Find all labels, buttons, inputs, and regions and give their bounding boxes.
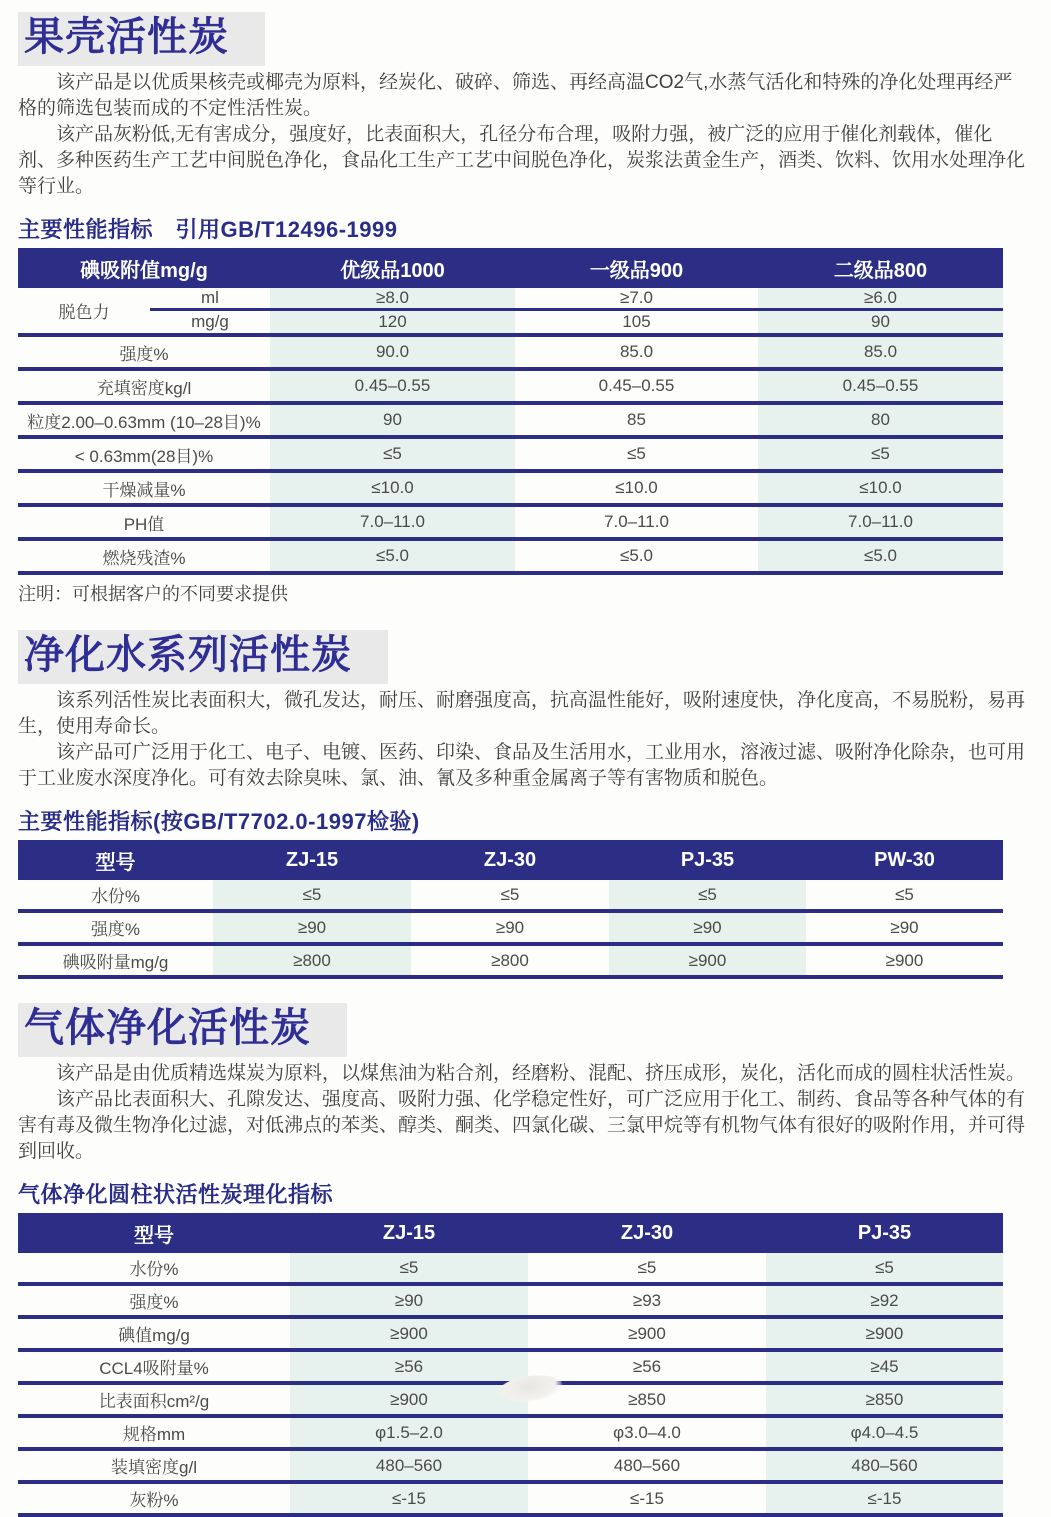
header-cell: ZJ-30 — [411, 840, 609, 880]
table-row — [18, 1350, 1003, 1383]
value-cell: ≤5 — [411, 880, 609, 911]
value-cell: ≥900 — [290, 1383, 528, 1416]
spec-table-water-purification — [18, 840, 1003, 979]
row-label-cell: 碘吸附量mg/g — [18, 944, 213, 977]
row-label-cell: 粒度2.00–0.63mm (10–28目)% — [18, 403, 270, 437]
section-paragraphs — [18, 1061, 1029, 1165]
table-header-row — [18, 248, 1003, 288]
table-row — [18, 403, 1003, 437]
value-cell: 7.0–11.0 — [515, 505, 758, 539]
value-cell: ≤5 — [609, 880, 806, 911]
section-title: 气体净化活性炭 — [18, 1003, 347, 1057]
row-label-cell: 规格mm — [18, 1416, 290, 1449]
value-cell: ≥7.0 — [515, 288, 758, 310]
row-label-cell: PH值 — [18, 505, 270, 539]
row-label-cell: 比表面积cm²/g — [18, 1383, 290, 1416]
value-cell: ≥90 — [213, 911, 411, 944]
table-row — [18, 335, 1003, 369]
value-cell: 480–560 — [290, 1449, 528, 1482]
table-heading: 主要性能指标(按GB/T7702.0-1997检验) — [18, 809, 420, 834]
table-row — [18, 1317, 1003, 1350]
table-row — [18, 1416, 1003, 1449]
table-row — [18, 539, 1003, 573]
table-row — [18, 1253, 1003, 1284]
header-cell: 型号 — [18, 1213, 290, 1253]
value-cell: ≤5 — [270, 437, 515, 471]
value-cell: ≥8.0 — [270, 288, 515, 310]
table-header-row — [18, 840, 1003, 880]
value-cell: ≤-15 — [528, 1482, 766, 1515]
row-label-cell: 灰粉% — [18, 1482, 290, 1515]
table-heading: 主要性能指标 引用GB/T12496-1999 — [18, 217, 398, 242]
row-label-cell: 装填密度g/l — [18, 1449, 290, 1482]
value-cell: ≥90 — [290, 1284, 528, 1317]
value-cell: ≤5 — [806, 880, 1003, 911]
row-label-cell: 水份% — [18, 1253, 290, 1284]
value-cell: ≥900 — [290, 1317, 528, 1350]
row-label-cell: 燃烧残渣% — [18, 539, 270, 573]
row-label-cell: 强度% — [18, 911, 213, 944]
table-row — [18, 471, 1003, 505]
spec-table-gas-purification — [18, 1213, 1003, 1517]
table-row — [18, 505, 1003, 539]
value-cell: ≥900 — [528, 1317, 766, 1350]
value-cell: 0.45–0.55 — [515, 369, 758, 403]
header-cell: PW-30 — [806, 840, 1003, 880]
value-cell: ≥850 — [766, 1383, 1003, 1416]
value-cell: ≥800 — [213, 944, 411, 977]
header-cell: ZJ-30 — [528, 1213, 766, 1253]
header-cell: 二级品800 — [758, 248, 1003, 288]
value-cell: ≤5.0 — [515, 539, 758, 573]
value-cell: 0.45–0.55 — [270, 369, 515, 403]
paragraph: 该系列活性炭比表面积大，微孔发达，耐压、耐磨强度高，抗高温性能好，吸附速度快，净化度高，不易脱粉，易再生，使用寿命长。 — [18, 690, 1026, 737]
section-water-purification — [18, 630, 1039, 979]
note-text: 注明：可根据客户的不同要求提供 — [18, 584, 288, 604]
section-title: 果壳活性炭 — [18, 12, 265, 66]
header-cell: ZJ-15 — [213, 840, 411, 880]
value-cell: ≥900 — [609, 944, 806, 977]
value-cell: ≤10.0 — [270, 471, 515, 505]
value-cell: 85.0 — [758, 335, 1003, 369]
value-cell: 105 — [515, 310, 758, 336]
section-paragraphs — [18, 70, 1029, 200]
value-cell: φ4.0–4.5 — [766, 1416, 1003, 1449]
value-cell: 90 — [270, 403, 515, 437]
header-cell: PJ-35 — [609, 840, 806, 880]
row-label-cell: < 0.63mm(28目)% — [18, 437, 270, 471]
value-cell: ≥90 — [806, 911, 1003, 944]
row-label-cell: 充填密度kg/l — [18, 369, 270, 403]
header-cell: PJ-35 — [766, 1213, 1003, 1253]
section-title: 净化水系列活性炭 — [18, 630, 388, 684]
table-row — [18, 944, 1003, 977]
value-cell: ≤5.0 — [758, 539, 1003, 573]
value-cell: ≤10.0 — [758, 471, 1003, 505]
value-cell: ≤5 — [213, 880, 411, 911]
value-cell: ≥900 — [806, 944, 1003, 977]
table-row — [18, 1482, 1003, 1515]
paragraph: 该产品比表面积大、孔隙发达、强度高、吸附力强、化学稳定性好，可广泛应用于化工、制药、食品等各种气体的有害有毒及微生物净化过滤，对低沸点的苯类、醇类、酮类、四氯化碳、三氯甲烷等有机物气体有很好的吸附作用，并可得到回收。 — [18, 1089, 1026, 1162]
value-cell: 7.0–11.0 — [270, 505, 515, 539]
spec-table-shell-carbon — [18, 248, 1003, 575]
value-cell: ≤5 — [290, 1253, 528, 1284]
value-cell: 85.0 — [515, 335, 758, 369]
header-cell: 型号 — [18, 840, 213, 880]
value-cell: 80 — [758, 403, 1003, 437]
value-cell: 0.45–0.55 — [758, 369, 1003, 403]
paragraph: 该产品灰粉低,无有害成分，强度好，比表面积大，孔径分布合理，吸附力强，被广泛的应用于催化剂载体，催化剂、多种医药生产工艺中间脱色净化，食品化工生产工艺中间脱色净化，炭浆法黄金生产，酒类、饮料、饮用水处理净化等行业。 — [18, 124, 1026, 197]
value-cell: ≤-15 — [766, 1482, 1003, 1515]
value-cell: ≥92 — [766, 1284, 1003, 1317]
header-cell: 碘吸附值mg/g — [18, 248, 270, 288]
paragraph: 该产品可广泛用于化工、电子、电镀、医药、印染、食品及生活用水，工业用水，溶液过滤、吸附净化除杂，也可用于工业废水深度净化。可有效去除臭味、氯、油、氰及多种重金属离子等有害物质和脱色。 — [18, 742, 1026, 789]
value-cell: 90.0 — [270, 335, 515, 369]
section-paragraphs — [18, 688, 1029, 792]
value-cell: ≥56 — [528, 1350, 766, 1383]
row-label-cell: 强度% — [18, 1284, 290, 1317]
value-cell: 480–560 — [528, 1449, 766, 1482]
row-label-cell: 碘值mg/g — [18, 1317, 290, 1350]
value-cell: ≤5.0 — [270, 539, 515, 573]
value-cell: ≥90 — [609, 911, 806, 944]
table-row — [18, 369, 1003, 403]
table-row — [18, 880, 1003, 911]
section-gas-purification — [18, 1003, 1039, 1517]
value-cell: 480–560 — [766, 1449, 1003, 1482]
value-cell: ≥56 — [290, 1350, 528, 1383]
value-cell: ≥45 — [766, 1350, 1003, 1383]
value-cell: ≤-15 — [290, 1482, 528, 1515]
table-row — [18, 911, 1003, 944]
table-heading: 气体净化圆柱状活性炭理化指标 — [18, 1182, 334, 1207]
row-label-cell: 强度% — [18, 335, 270, 369]
value-cell: φ1.5–2.0 — [290, 1416, 528, 1449]
sub-label-cell: mg/g — [150, 310, 270, 336]
value-cell: 120 — [270, 310, 515, 336]
row-label-cell: 干燥减量% — [18, 471, 270, 505]
section-title-wrap — [18, 630, 1039, 684]
row-label-cell: CCL4吸附量% — [18, 1350, 290, 1383]
value-cell: ≥850 — [528, 1383, 766, 1416]
paragraph: 该产品是由优质精选煤炭为原料，以煤焦油为粘合剂，经磨粉、混配、挤压成形，炭化，活化而成的圆柱状活性炭。 — [56, 1063, 1026, 1084]
section-title-wrap — [18, 1003, 1039, 1057]
row-label-cell: 水份% — [18, 880, 213, 911]
header-cell: 一级品900 — [515, 248, 758, 288]
table-header-row — [18, 1213, 1003, 1253]
value-cell: ≥900 — [766, 1317, 1003, 1350]
value-cell: ≥6.0 — [758, 288, 1003, 310]
value-cell: 7.0–11.0 — [758, 505, 1003, 539]
paragraph: 该产品是以优质果核壳或椰壳为原料，经炭化、破碎、筛选、再经高温CO2气,水蒸气活化和特殊的净化处理再经严格的筛选包装而成的不定性活性炭。 — [18, 72, 1013, 119]
table-row — [18, 1449, 1003, 1482]
value-cell: ≥90 — [411, 911, 609, 944]
value-cell: ≤5 — [528, 1253, 766, 1284]
value-cell: 90 — [758, 310, 1003, 336]
value-cell: 85 — [515, 403, 758, 437]
value-cell: ≥93 — [528, 1284, 766, 1317]
group-label-cell: 脱色力 — [18, 288, 150, 335]
value-cell: ≤5 — [758, 437, 1003, 471]
value-cell: ≤10.0 — [515, 471, 758, 505]
table-row — [18, 310, 1003, 336]
section-shell-carbon — [18, 12, 1039, 606]
table-row — [18, 437, 1003, 471]
value-cell: ≤5 — [766, 1253, 1003, 1284]
header-cell: ZJ-15 — [290, 1213, 528, 1253]
value-cell: ≤5 — [515, 437, 758, 471]
section-title-wrap — [18, 12, 1039, 66]
value-cell: ≥800 — [411, 944, 609, 977]
header-cell: 优级品1000 — [270, 248, 515, 288]
table-row — [18, 1284, 1003, 1317]
value-cell: φ3.0–4.0 — [528, 1416, 766, 1449]
table-row — [18, 288, 1003, 310]
sub-label-cell: ml — [150, 288, 270, 310]
